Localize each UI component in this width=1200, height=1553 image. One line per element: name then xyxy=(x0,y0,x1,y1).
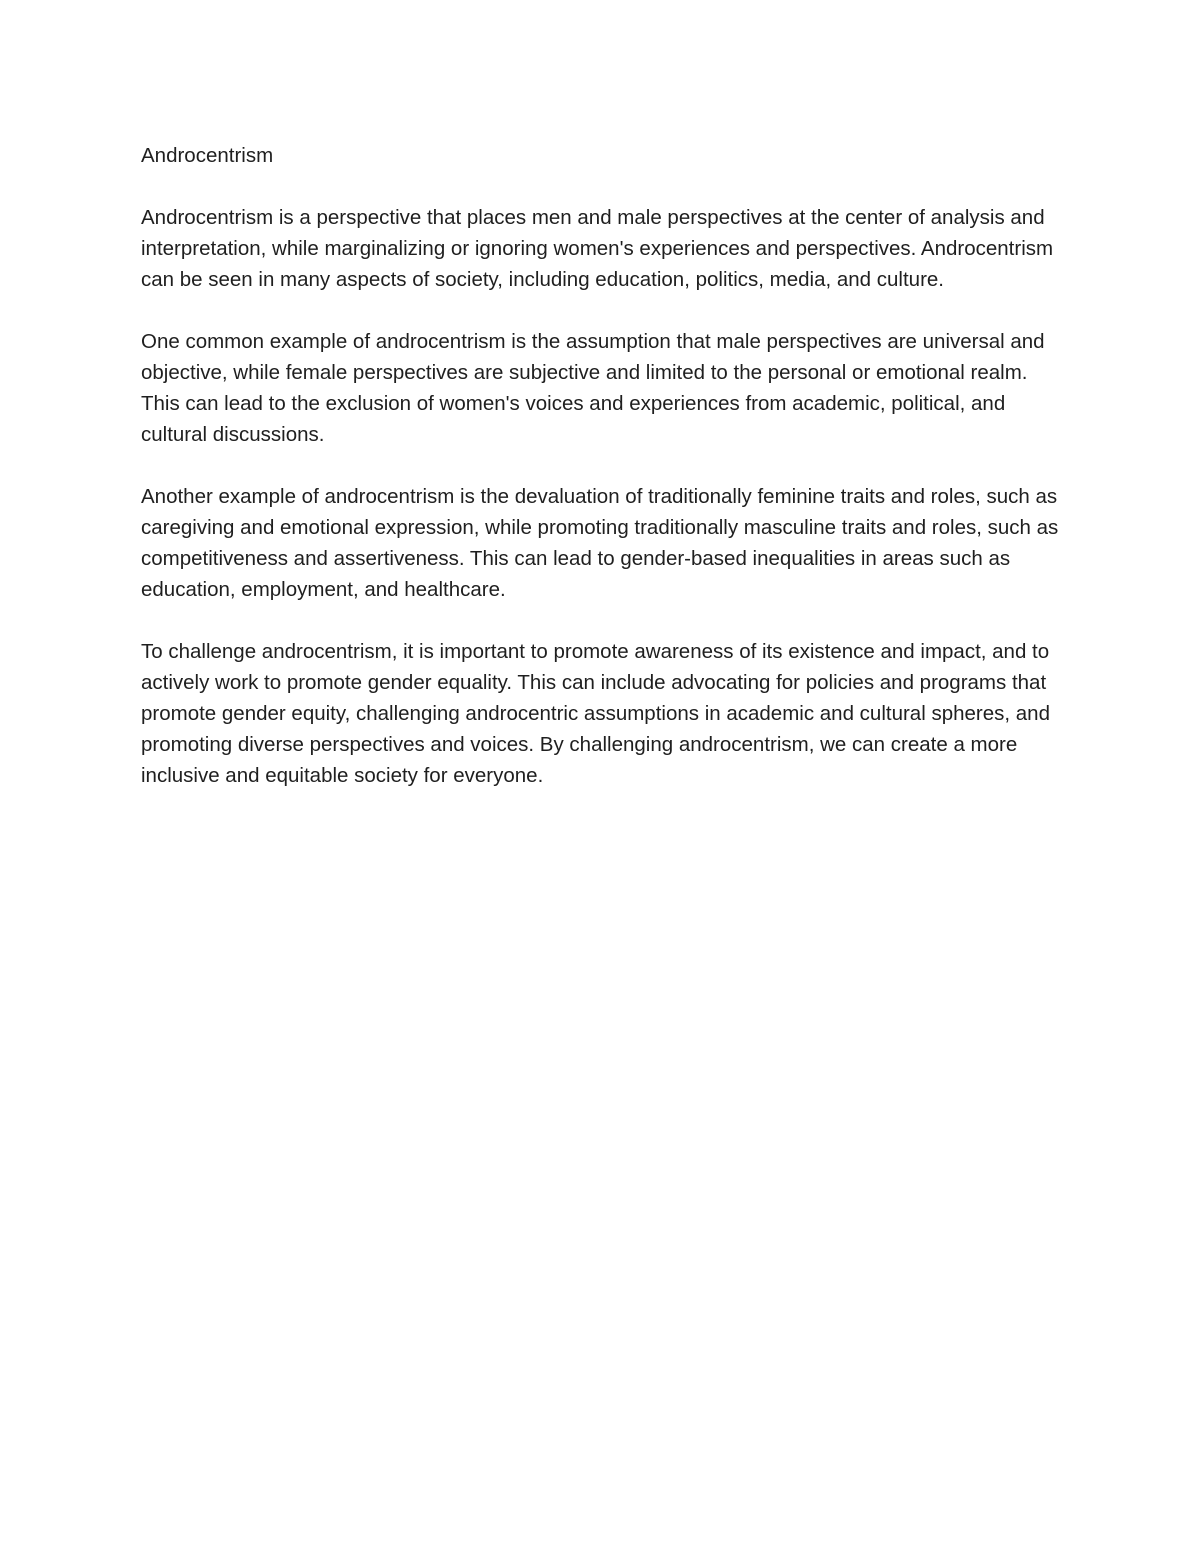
document-title: Androcentrism xyxy=(141,144,274,167)
paragraph-2: One common example of androcentrism is the assumption that male perspectives are universal and objective, while female perspectives are subjective and limited to the personal or emotional realm. This can lead to the exclusion of women's voices and experiences from academic, political, and cultural discussions. xyxy=(141,330,1045,446)
paragraph-4: To challenge androcentrism, it is important to promote awareness of its existence and impact, and to actively work to promote gender equality. This can include advocating for policies and programs that promote gender equity, challenging androcentric assumptions in academic and cultural spheres, and promoting diverse perspectives and voices. By challenging androcentrism, we can create a more inclusive and equitable society for everyone. xyxy=(141,640,1050,787)
document-body xyxy=(141,140,1066,822)
paragraph-3: Another example of androcentrism is the devaluation of traditionally feminine traits and roles, such as caregiving and emotional expression, while promoting traditionally masculine traits and roles, such as competitiveness and assertiveness. This can lead to gender-based inequalities in areas such as education, employment, and healthcare. xyxy=(141,485,1059,601)
paragraph-1: Androcentrism is a perspective that places men and male perspectives at the center of analysis and interpretation, while marginalizing or ignoring women's experiences and perspectives. Androcentrism can be seen in many aspects of society, including education, politics, media, and culture. xyxy=(141,206,1054,291)
